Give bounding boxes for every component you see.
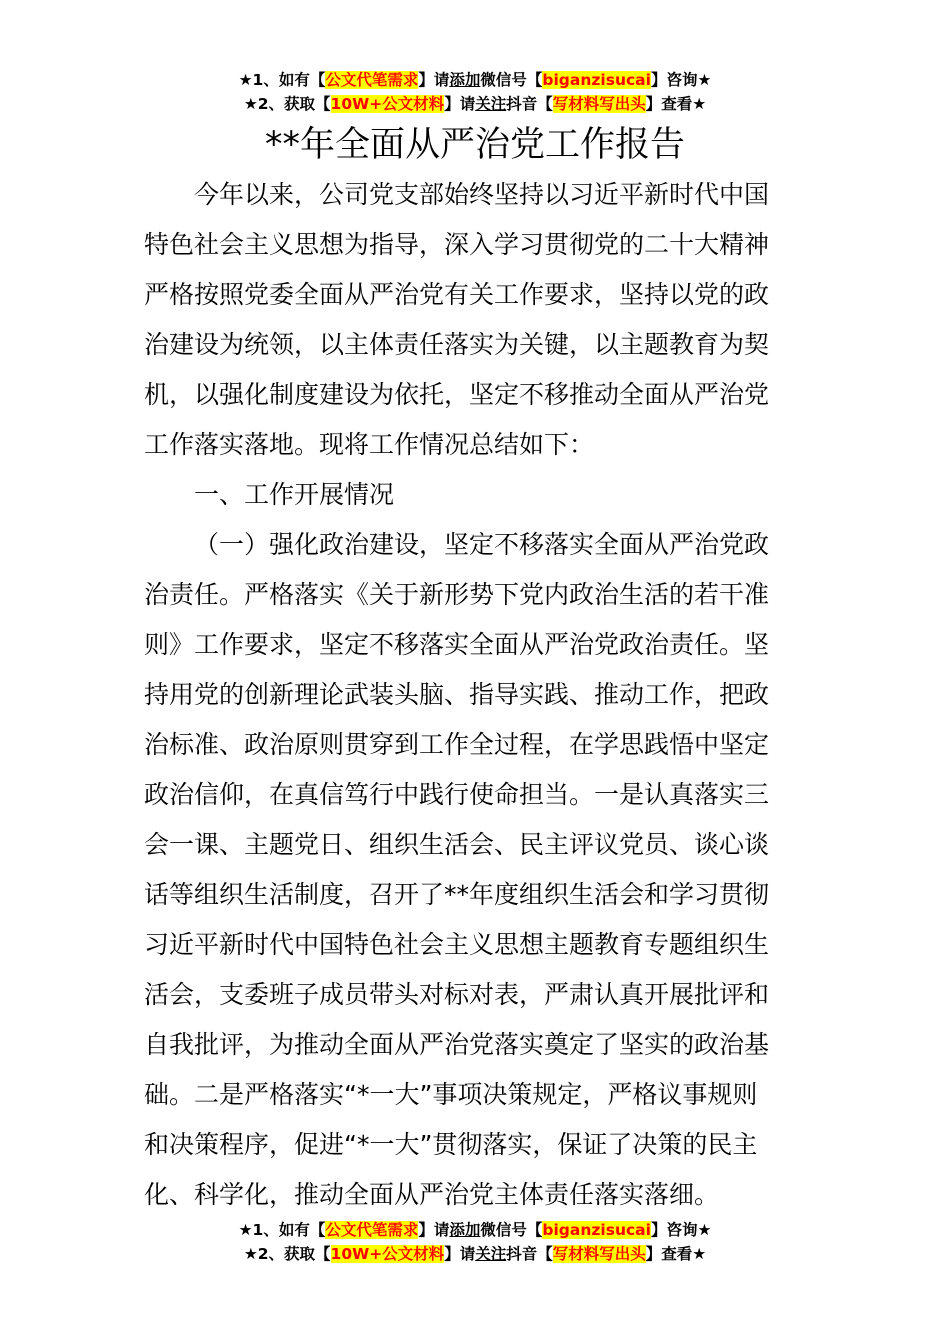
text-line: 治建设为统领，以主体责任落实为关键，以主题教育为契 xyxy=(144,330,770,359)
promo-text: 】请 xyxy=(418,1221,450,1239)
text-line: 活会，支委班子成员带头对标对表，严肃认真开展批评和 xyxy=(144,980,770,1009)
text-line: 政治信仰，在真信笃行中践行使命担当。一是认真落实三 xyxy=(144,780,770,809)
promo-text: 】查看★ xyxy=(645,95,707,113)
text-line: 特色社会主义思想为指导，深入学习贯彻党的二十大精神 xyxy=(144,230,770,259)
promo-underlined: 关注 xyxy=(475,1245,507,1263)
text-line: （一）强化政治建设，坚定不移落实全面从严治党政 xyxy=(194,530,770,559)
text-line: 持用党的创新理论武装头脑、指导实践、推动工作，把政 xyxy=(144,680,770,709)
text-line: 则》工作要求，坚定不移落实全面从严治党政治责任。坚 xyxy=(144,630,770,659)
promo-text: 微信号【 xyxy=(480,71,543,89)
text-line: 治责任。严格落实《关于新形势下党内政治生活的若干准 xyxy=(144,580,770,609)
promo-wechat-id: biganzisucai xyxy=(542,1221,651,1239)
promo-text: 微信号【 xyxy=(480,1221,543,1239)
promo-douyin-id: 写材料写出头 xyxy=(552,95,646,113)
promo-text: 】请 xyxy=(444,95,476,113)
text-line: 会一课、主题党日、组织生活会、民主评议党员、谈心谈 xyxy=(144,830,770,859)
promo-text: ★2、获取【 xyxy=(243,1245,331,1263)
promo-douyin-id: 写材料写出头 xyxy=(552,1245,646,1263)
promo-line-1 xyxy=(0,68,950,92)
promo-underlined: 关注 xyxy=(475,95,507,113)
text-line: 化、科学化，推动全面从严治党主体责任落实落细。 xyxy=(144,1180,720,1209)
text-line: 础。二是严格落实“*一大”事项决策规定，严格议事规则 xyxy=(144,1080,758,1109)
subsection-paragraph xyxy=(144,520,806,1220)
bottom-promo-banner xyxy=(0,1218,950,1266)
promo-text: 】咨询★ xyxy=(650,71,712,89)
promo-underlined: 添加 xyxy=(449,71,481,89)
promo-highlight: 10W+公文材料 xyxy=(330,95,445,113)
promo-text: ★1、如有【 xyxy=(238,1221,326,1239)
text-line: 话等组织生活制度，召开了**年度组织生活会和学习贯彻 xyxy=(144,880,770,909)
promo-text: ★2、获取【 xyxy=(243,95,331,113)
section-heading: 一、工作开展情况 xyxy=(194,480,395,509)
promo-line-1 xyxy=(0,1218,950,1242)
promo-line-2 xyxy=(0,92,950,116)
promo-text: 】查看★ xyxy=(645,1245,707,1263)
text-line: 机，以强化制度建设为依托，坚定不移推动全面从严治党 xyxy=(144,380,770,409)
promo-text: 】咨询★ xyxy=(650,1221,712,1239)
document-body xyxy=(144,170,806,1220)
text-line: 和决策程序，促进“*一大”贯彻落实，保证了决策的民主 xyxy=(144,1130,758,1159)
promo-text: 】请 xyxy=(444,1245,476,1263)
promo-line-2 xyxy=(0,1242,950,1266)
promo-text: 抖音【 xyxy=(506,95,553,113)
text-line: 严格按照党委全面从严治党有关工作要求，坚持以党的政 xyxy=(144,280,770,309)
promo-highlight: 10W+公文材料 xyxy=(330,1245,445,1263)
top-promo-banner xyxy=(0,68,950,116)
text-line: 治标准、政治原则贯穿到工作全过程，在学思践悟中坚定 xyxy=(144,730,770,759)
promo-highlight: 公文代笔需求 xyxy=(325,71,419,89)
promo-wechat-id: biganzisucai xyxy=(542,71,651,89)
text-line: 自我批评，为推动全面从严治党落实奠定了坚实的政治基 xyxy=(144,1030,770,1059)
text-line: 今年以来，公司党支部始终坚持以习近平新时代中国 xyxy=(194,180,770,209)
promo-underlined: 添加 xyxy=(449,1221,481,1239)
promo-text: ★1、如有【 xyxy=(238,71,326,89)
text-line: 习近平新时代中国特色社会主义思想主题教育专题组织生 xyxy=(144,930,770,959)
document-title: **年全面从严治党工作报告 xyxy=(264,125,685,165)
promo-text: 抖音【 xyxy=(506,1245,553,1263)
intro-paragraph xyxy=(144,170,806,470)
text-line: 工作落实落地。现将工作情况总结如下： xyxy=(144,430,595,459)
promo-highlight: 公文代笔需求 xyxy=(325,1221,419,1239)
promo-text: 】请 xyxy=(418,71,450,89)
